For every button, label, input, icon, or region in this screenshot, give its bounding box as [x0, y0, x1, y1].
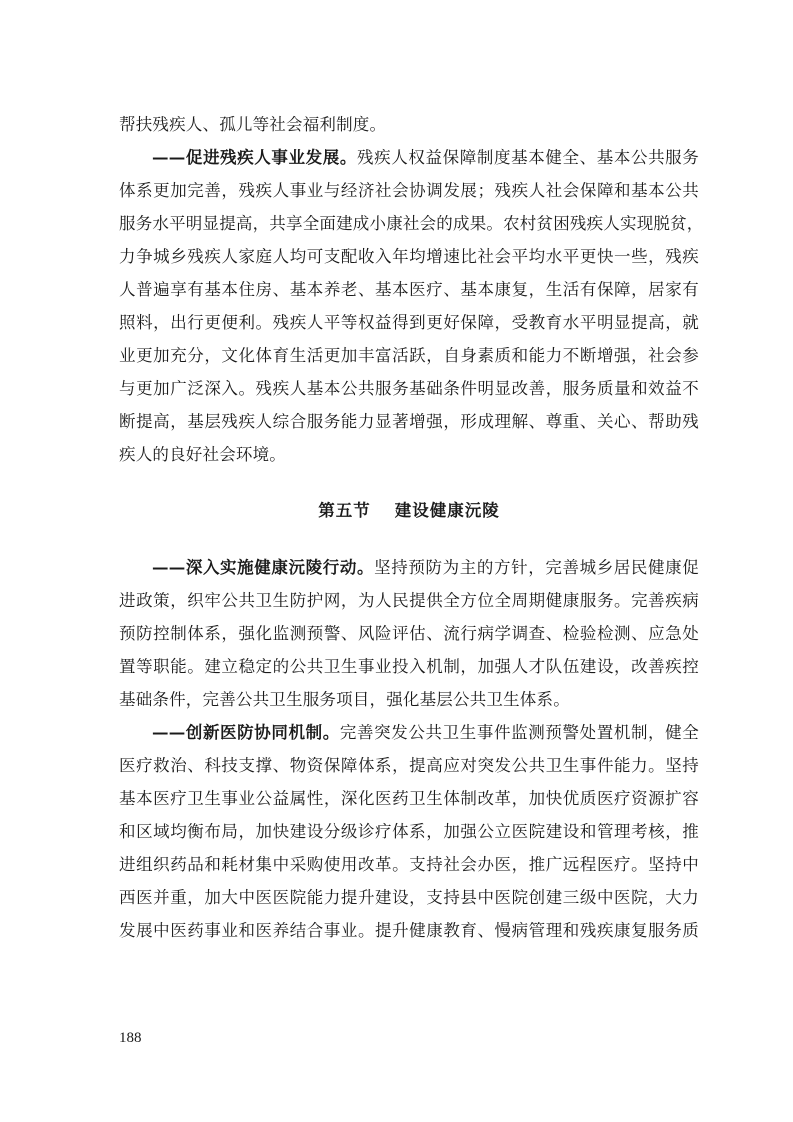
text-line: 基础条件，完善公共卫生服务项目，强化基层公共卫生体系。: [119, 690, 570, 709]
text-line: 预防控制体系，强化监测预警、风险评估、流行病学调查、检验检测、应急处: [119, 624, 699, 643]
document-page: [119, 108, 704, 947]
text-line: [119, 141, 699, 174]
text-line: 进政策，织牢公共卫生防护网，为人民提供全方位全周期健康服务。完善疾病: [119, 591, 699, 610]
section-title: [119, 471, 699, 551]
text-line: 发展中医药事业和医养结合事业。提升健康教育、慢病管理和残疾康复服务质: [119, 921, 699, 940]
text-line: [119, 551, 699, 584]
text-line: 人普遍享有基本住房、基本养老、基本医疗、基本康复，生活有保障，居家有: [119, 280, 699, 299]
text-line: [119, 716, 699, 749]
text-line: 业更加充分，文化体育生活更加丰富活跃，自身素质和能力不断增强，社会参: [119, 346, 699, 365]
paragraph-heading: ——深入实施健康沅陵行动。: [152, 558, 375, 577]
paragraph-disabled-development: [119, 141, 704, 471]
text-line: 疾人的良好社会环境。: [119, 445, 286, 464]
text-line: 力争城乡残疾人家庭人均可支配收入年均增速比社会平均水平更快一些，残疾: [119, 247, 699, 266]
paragraph-heading: ——促进残疾人事业发展。: [152, 148, 358, 167]
paragraph-healthy-action: [119, 551, 699, 716]
section-heading: 建设健康沅陵: [394, 501, 500, 520]
section-number: 第五节: [318, 501, 371, 520]
text-line: 服务水平明显提高，共享全面建成小康社会的成果。农村贫困残疾人实现脱贫，: [119, 214, 704, 233]
paragraph-text: 完善突发公共卫生事件监测预警处置机制，健全: [339, 723, 700, 742]
text-line: 西医并重，加大中医医院能力提升建设，支持县中医院创建三级中医院，大力: [119, 888, 699, 907]
text-line: 断提高，基层残疾人综合服务能力显著增强，形成理解、尊重、关心、帮助残: [119, 412, 699, 431]
text-line: 体系更加完善，残疾人事业与经济社会协调发展；残疾人社会保障和基本公共: [119, 181, 699, 200]
text-line: 进组织药品和耗材集中采购使用改革。支持社会办医，推广远程医疗。坚持中: [119, 855, 699, 874]
text-line: 置等职能。建立稳定的公共卫生事业投入机制，加强人才队伍建设，改善疾控: [119, 657, 699, 676]
paragraph-text: 残疾人权益保障制度基本健全、基本公共服务: [357, 148, 700, 167]
page-number: 188: [119, 1030, 142, 1046]
text-line: 帮扶残疾人、孤儿等社会福利制度。: [119, 115, 387, 134]
paragraph-welfare-tail: [119, 108, 699, 141]
paragraph-heading: ——创新医防协同机制。: [152, 723, 340, 742]
text-line: 照料，出行更便利。残疾人平等权益得到更好保障，受教育水平明显提高，就: [119, 313, 699, 332]
text-line: 和区域均衡布局，加快建设分级诊疗体系，加强公立医院建设和管理考核，推: [119, 822, 699, 841]
text-line: 基本医疗卫生事业公益属性，深化医药卫生体制改革，加快优质医疗资源扩容: [119, 789, 699, 808]
text-line: 与更加广泛深入。残疾人基本公共服务基础条件明显改善，服务质量和效益不: [119, 379, 699, 398]
paragraph-medical-coordination: [119, 716, 699, 947]
paragraph-text: 坚持预防为主的方针，完善城乡居民健康促: [374, 558, 699, 577]
text-line: 医疗救治、科技支撑、物资保障体系，提高应对突发公共卫生事件能力。坚持: [119, 756, 699, 775]
